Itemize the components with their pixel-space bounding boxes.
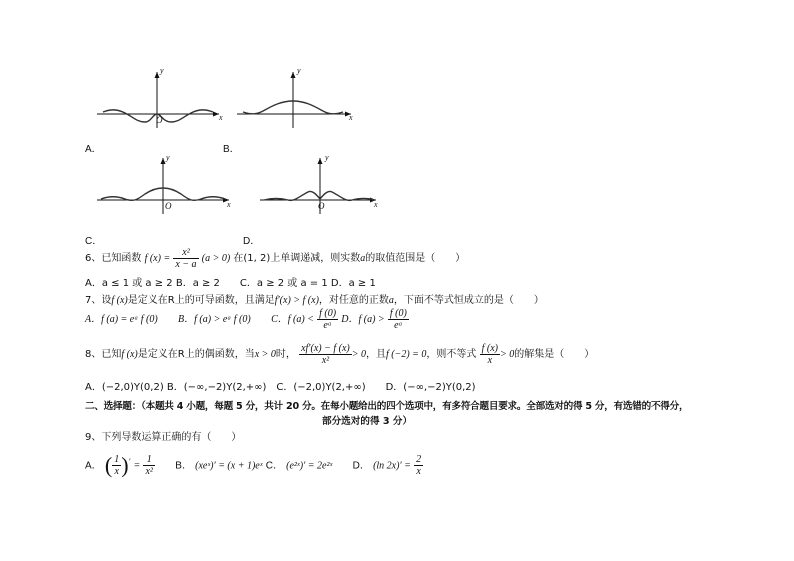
q9-option-b-expr: (xeˣ)′ = (x + 1)eˣ: [195, 460, 263, 472]
q8-mid3: ，且: [365, 349, 386, 360]
q6-mid: 在(1, 2)上单调递减，则实数: [230, 253, 361, 264]
q9-option-a-lparen: (: [104, 452, 113, 478]
q9-option-a-rparen: ): [121, 452, 129, 478]
q9-option-a-eq: =: [133, 460, 141, 472]
graph-b: [235, 68, 355, 130]
graph-a-letter: A．: [85, 144, 102, 155]
q9-option-c-expr: (e²ˣ)′ = 2e²ˣ: [286, 460, 333, 472]
graph-d-origin: O: [318, 201, 325, 211]
q6-options: A．a ≤ 1 或 a ≥ 2 B．a ≥ 2 C．a ≥ 2 或 a = 1 D．a ≥ 1: [85, 278, 376, 289]
q8-mid4: ，则不等式: [426, 349, 477, 360]
q9-option-d-fraction: [414, 454, 423, 477]
q9-option-c-letter: C．: [265, 460, 283, 472]
graph-c-x-label: x: [227, 200, 231, 209]
q7-option-d-num: f (0): [389, 307, 407, 319]
graph-d-x-label: x: [374, 200, 378, 209]
q9-option-d-num: 2: [416, 453, 422, 465]
graph-a-x-label: x: [219, 113, 223, 122]
section2-heading-line1: 二、选择题：（本题共 4 小题，每题 5 分，共计 20 分。在每小题给出的四个选项中，有多符合题目要求。全部选对的得 5 分，有选错的不得分，: [85, 401, 689, 412]
q8-ineq-num: f (x): [481, 342, 498, 354]
q8-mid1: 是定义在R上的偶函数，当: [137, 349, 255, 360]
q7-suffix: ，下面不等式恒成立的是（ ）: [393, 295, 544, 306]
q8-ineq-gt: > 0: [500, 349, 515, 360]
q6-func-lhs: f (x) =: [144, 253, 171, 264]
q7-stem: [85, 291, 544, 306]
q8-cond2: f (−2) = 0: [385, 349, 427, 360]
q7-mid2: ，对任意的正数: [318, 295, 389, 306]
q9-option-a-inner-fraction: [112, 454, 121, 477]
q9-option-b-letter: B．: [175, 460, 192, 472]
q8-prefix: 8、已知: [85, 349, 122, 360]
q8-frac-den: x²: [321, 354, 330, 366]
q9-option-d-expr: (ln 2x)′ =: [373, 460, 411, 472]
q7-option-c-fraction: [317, 308, 338, 331]
q6-stem: [85, 245, 465, 273]
q6-fraction: [173, 247, 198, 270]
q9-options: [85, 444, 423, 484]
q9-option-a-prime: ′: [128, 457, 131, 466]
q9-option-a-letter: A．: [85, 460, 102, 472]
q7-option-d-fraction: [388, 308, 409, 331]
q9-option-a-inner-num: 1: [114, 453, 120, 465]
graph-c-origin: O: [165, 201, 172, 211]
graph-c-y-label: y: [166, 153, 170, 162]
graph-b-y-label: y: [297, 66, 301, 75]
graph-d-y-label: y: [325, 153, 329, 162]
q6-frac-den: x − a: [175, 258, 197, 270]
q8-fraction: [299, 343, 352, 366]
q9-option-a-rhs-num: 1: [143, 454, 154, 466]
q6-frac-num: x²: [173, 247, 198, 259]
q8-frac-num: xf′(x) − f (x): [301, 342, 350, 354]
q7-option-a: A．f (a) = eᵃ f (0): [85, 314, 158, 325]
graph-d-letter: D．: [243, 236, 261, 247]
q6-var: a: [360, 253, 366, 264]
q9-option-d-den: x: [416, 465, 421, 477]
q7-option-b: B．f (a) > eᵃ f (0): [178, 314, 251, 325]
q8-options: A．(−2,0)Y(0,2) B．(−∞,−2)Y(2,+∞) C．(−2,0)Y(2,+∞) D．(−∞,−2)Y(0,2): [85, 382, 476, 393]
q9-stem: 9、下列导数运算正确的有（ ）: [85, 432, 242, 443]
section2-heading-line2: 部分选对的得 3 分）: [322, 416, 413, 427]
q9-option-a-inner-den: x: [114, 465, 119, 477]
q7-option-d: D．f (a) >: [341, 314, 385, 325]
q6-condition: (a > 0): [201, 253, 231, 264]
q7-mid1: 是定义在R上的可导函数，且满足: [127, 295, 275, 306]
graph-a-origin: O: [156, 115, 163, 125]
q8-cond1: x > 0: [254, 349, 276, 360]
q6-prefix: 6、已知函数: [85, 253, 142, 264]
q6-suffix: 的取值范围是（ ）: [365, 253, 466, 264]
q7-option-c-den: eᵃ: [323, 319, 332, 331]
graph-b-letter: B．: [223, 144, 240, 155]
q7-condition: f′(x) > f (x): [274, 295, 319, 306]
q7-var: a: [388, 295, 394, 306]
q8-gt0: > 0: [351, 349, 366, 360]
q7-option-c: C．f (a) <: [271, 314, 314, 325]
q7-options: [85, 306, 409, 334]
graph-a-y-label: y: [160, 66, 164, 75]
q8-fx: f (x): [121, 349, 138, 360]
graph-c-letter: C．: [85, 236, 103, 247]
q8-ineq-fraction: [480, 343, 500, 366]
graph-b-x-label: x: [349, 113, 353, 122]
q7-option-d-den: eᵃ: [394, 319, 403, 331]
q8-suffix: 的解集是（ ）: [514, 349, 595, 360]
q8-ineq-den: x: [487, 354, 493, 366]
q7-fx: f (x): [111, 295, 128, 306]
q9-option-a-rhs-den: x²: [145, 465, 153, 477]
q9-option-d-letter: D．: [352, 460, 370, 472]
q8-mid2: 时，: [275, 349, 296, 360]
q8-stem: [85, 340, 594, 370]
q9-option-a-rhs-fraction: [143, 454, 154, 477]
q7-option-c-num: f (0): [319, 307, 337, 319]
q7-prefix: 7、设: [85, 295, 112, 306]
